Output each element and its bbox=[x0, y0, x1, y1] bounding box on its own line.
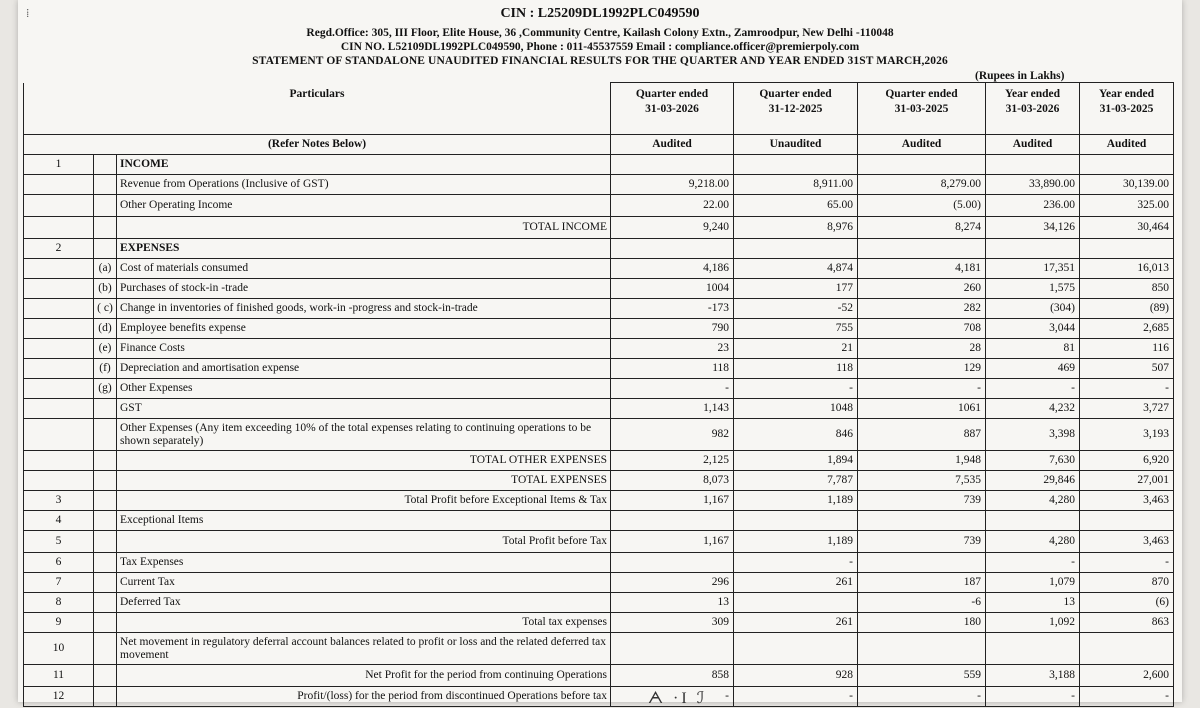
value-cell bbox=[858, 239, 986, 259]
row-label: Net movement in regulatory deferral account balances related to profit or loss and the related deferred tax movement bbox=[117, 633, 611, 665]
table-row bbox=[24, 155, 1174, 175]
registered-office: Regd.Office: 305, III Floor, Elite House, 36 ,Community Centre, Kailash Colony Extn., Zamroodpur, New Delhi -110048 bbox=[306, 27, 894, 39]
value-cell bbox=[858, 511, 986, 531]
value-cell: 9,218.00 bbox=[611, 175, 734, 195]
value-cell: 739 bbox=[858, 531, 986, 553]
value-cell: 1048 bbox=[734, 399, 858, 419]
row-label: Revenue from Operations (Inclusive of GST) bbox=[117, 175, 611, 195]
value-cell: 177 bbox=[734, 279, 858, 299]
value-cell: 180 bbox=[858, 613, 986, 633]
row-subletter bbox=[94, 593, 117, 613]
value-cell: 22.00 bbox=[611, 195, 734, 217]
value-cell: 261 bbox=[734, 573, 858, 593]
period-header-1 bbox=[611, 83, 734, 135]
value-cell: - bbox=[734, 553, 858, 573]
value-cell bbox=[1080, 511, 1174, 531]
document-sheet bbox=[18, 0, 1182, 707]
value-cell: 755 bbox=[734, 319, 858, 339]
financial-results-table bbox=[23, 82, 1174, 707]
value-cell: - bbox=[734, 687, 858, 707]
table-row bbox=[24, 573, 1174, 593]
contact-line: CIN NO. L52109DL1992PLC049590, Phone : 011-45537559 Email : compliance.officer@premierpoly.com bbox=[340, 41, 860, 53]
row-number bbox=[24, 419, 94, 451]
table-row bbox=[24, 633, 1174, 665]
value-cell: 559 bbox=[858, 665, 986, 687]
value-cell: 236.00 bbox=[986, 195, 1080, 217]
value-cell bbox=[986, 239, 1080, 259]
row-subletter: ( c) bbox=[94, 299, 117, 319]
value-cell: - bbox=[1080, 379, 1174, 399]
period-date: 31-03-2025 bbox=[894, 103, 949, 115]
row-label: Tax Expenses bbox=[117, 553, 611, 573]
value-cell bbox=[611, 553, 734, 573]
row-label: Other Expenses (Any item exceeding 10% of the total expenses relating to continuing operations to be shown separately) bbox=[117, 419, 611, 451]
row-label: Purchases of stock-in -trade bbox=[117, 279, 611, 299]
value-cell: - bbox=[611, 379, 734, 399]
row-subletter bbox=[94, 175, 117, 195]
value-cell: -52 bbox=[734, 299, 858, 319]
value-cell: 739 bbox=[858, 491, 986, 511]
value-cell bbox=[986, 633, 1080, 665]
value-cell bbox=[734, 155, 858, 175]
row-subletter: (f) bbox=[94, 359, 117, 379]
period-status: Audited bbox=[1080, 135, 1174, 155]
value-cell: 3,193 bbox=[1080, 419, 1174, 451]
value-cell: 118 bbox=[734, 359, 858, 379]
value-cell: 13 bbox=[611, 593, 734, 613]
value-cell: - bbox=[986, 379, 1080, 399]
row-number: 2 bbox=[24, 239, 94, 259]
row-number: 12 bbox=[24, 687, 94, 707]
value-cell: (5.00) bbox=[858, 195, 986, 217]
value-cell bbox=[611, 155, 734, 175]
table-row bbox=[24, 259, 1174, 279]
period-header-4 bbox=[986, 83, 1080, 135]
period-label: Quarter ended bbox=[635, 88, 709, 100]
value-cell: 2,685 bbox=[1080, 319, 1174, 339]
table-row bbox=[24, 613, 1174, 633]
row-subletter bbox=[94, 195, 117, 217]
value-cell: 21 bbox=[734, 339, 858, 359]
period-status: Unaudited bbox=[734, 135, 858, 155]
row-subletter bbox=[94, 633, 117, 665]
row-label: TOTAL INCOME bbox=[117, 217, 611, 239]
table-row bbox=[24, 511, 1174, 531]
row-subletter: (g) bbox=[94, 379, 117, 399]
value-cell bbox=[1080, 155, 1174, 175]
value-cell: 1,167 bbox=[611, 531, 734, 553]
value-cell: 129 bbox=[858, 359, 986, 379]
row-number bbox=[24, 195, 94, 217]
value-cell: 81 bbox=[986, 339, 1080, 359]
value-cell: 1,575 bbox=[986, 279, 1080, 299]
row-subletter bbox=[94, 613, 117, 633]
table-row bbox=[24, 531, 1174, 553]
value-cell: 1,189 bbox=[734, 491, 858, 511]
row-label: Deferred Tax bbox=[117, 593, 611, 613]
table-row bbox=[24, 359, 1174, 379]
row-subletter bbox=[94, 491, 117, 511]
value-cell: 1,079 bbox=[986, 573, 1080, 593]
units-note: (Rupees in Lakhs) bbox=[975, 70, 1065, 82]
row-label: Employee benefits expense bbox=[117, 319, 611, 339]
value-cell: 2,125 bbox=[611, 451, 734, 471]
value-cell: 1061 bbox=[858, 399, 986, 419]
value-cell bbox=[611, 633, 734, 665]
table-row bbox=[24, 687, 1174, 707]
value-cell: 1,143 bbox=[611, 399, 734, 419]
value-cell: 928 bbox=[734, 665, 858, 687]
row-subletter bbox=[94, 239, 117, 259]
row-label: TOTAL OTHER EXPENSES bbox=[117, 451, 611, 471]
value-cell: -6 bbox=[858, 593, 986, 613]
value-cell: 34,126 bbox=[986, 217, 1080, 239]
value-cell bbox=[734, 593, 858, 613]
row-subletter bbox=[94, 451, 117, 471]
value-cell: 8,274 bbox=[858, 217, 986, 239]
value-cell: 17,351 bbox=[986, 259, 1080, 279]
table-row bbox=[24, 593, 1174, 613]
value-cell: -173 bbox=[611, 299, 734, 319]
value-cell: 16,013 bbox=[1080, 259, 1174, 279]
period-date: 31-12-2025 bbox=[768, 103, 823, 115]
row-number bbox=[24, 279, 94, 299]
period-status: Audited bbox=[986, 135, 1080, 155]
value-cell: - bbox=[986, 553, 1080, 573]
table-row bbox=[24, 665, 1174, 687]
value-cell: 116 bbox=[1080, 339, 1174, 359]
row-subletter bbox=[94, 511, 117, 531]
value-cell: 3,463 bbox=[1080, 491, 1174, 511]
value-cell: 863 bbox=[1080, 613, 1174, 633]
row-subletter: (b) bbox=[94, 279, 117, 299]
header-row bbox=[24, 83, 1174, 135]
value-cell: 469 bbox=[986, 359, 1080, 379]
value-cell bbox=[734, 239, 858, 259]
period-header-3 bbox=[858, 83, 986, 135]
row-number: 11 bbox=[24, 665, 94, 687]
value-cell: 309 bbox=[611, 613, 734, 633]
value-cell: 7,630 bbox=[986, 451, 1080, 471]
cin-top: CIN : L25209DL1992PLC049590 bbox=[500, 6, 700, 21]
value-cell: 1,894 bbox=[734, 451, 858, 471]
row-number: 10 bbox=[24, 633, 94, 665]
status-row bbox=[24, 135, 1174, 155]
value-cell: 118 bbox=[611, 359, 734, 379]
value-cell: 708 bbox=[858, 319, 986, 339]
row-label: INCOME bbox=[117, 155, 611, 175]
value-cell: (6) bbox=[1080, 593, 1174, 613]
value-cell: 30,464 bbox=[1080, 217, 1174, 239]
table-row bbox=[24, 299, 1174, 319]
row-subletter bbox=[94, 573, 117, 593]
value-cell bbox=[611, 511, 734, 531]
row-subletter bbox=[94, 553, 117, 573]
value-cell: 4,232 bbox=[986, 399, 1080, 419]
row-number: 9 bbox=[24, 613, 94, 633]
value-cell: 3,727 bbox=[1080, 399, 1174, 419]
value-cell: 3,044 bbox=[986, 319, 1080, 339]
value-cell: 846 bbox=[734, 419, 858, 451]
row-label: Total Profit before Tax bbox=[117, 531, 611, 553]
value-cell: 1,092 bbox=[986, 613, 1080, 633]
value-cell: 4,874 bbox=[734, 259, 858, 279]
value-cell: 23 bbox=[611, 339, 734, 359]
period-date: 31-03-2026 bbox=[645, 103, 699, 115]
value-cell: 2,600 bbox=[1080, 665, 1174, 687]
value-cell: 850 bbox=[1080, 279, 1174, 299]
value-cell: 27,001 bbox=[1080, 471, 1174, 491]
row-number bbox=[24, 319, 94, 339]
row-label: Change in inventories of finished goods, work-in -progress and stock-in-trade bbox=[117, 299, 611, 319]
row-number: 5 bbox=[24, 531, 94, 553]
value-cell: 4,181 bbox=[858, 259, 986, 279]
value-cell: (89) bbox=[1080, 299, 1174, 319]
value-cell bbox=[986, 511, 1080, 531]
value-cell: 1004 bbox=[611, 279, 734, 299]
row-label: Cost of materials consumed bbox=[117, 259, 611, 279]
value-cell bbox=[611, 239, 734, 259]
value-cell: - bbox=[858, 687, 986, 707]
table-row bbox=[24, 319, 1174, 339]
value-cell bbox=[858, 553, 986, 573]
row-label: Total tax expenses bbox=[117, 613, 611, 633]
row-subletter bbox=[94, 531, 117, 553]
row-label: Profit/(loss) for the period from discontinued Operations before tax bbox=[117, 687, 611, 707]
period-status: Audited bbox=[858, 135, 986, 155]
period-status: Audited bbox=[611, 135, 734, 155]
row-subletter bbox=[94, 687, 117, 707]
value-cell bbox=[858, 633, 986, 665]
row-number bbox=[24, 175, 94, 195]
row-number bbox=[24, 217, 94, 239]
table-row bbox=[24, 339, 1174, 359]
row-number: 6 bbox=[24, 553, 94, 573]
value-cell: 187 bbox=[858, 573, 986, 593]
value-cell: 790 bbox=[611, 319, 734, 339]
row-subletter bbox=[94, 665, 117, 687]
value-cell: 8,073 bbox=[611, 471, 734, 491]
value-cell: 3,463 bbox=[1080, 531, 1174, 553]
table-row bbox=[24, 239, 1174, 259]
value-cell bbox=[734, 511, 858, 531]
value-cell: 325.00 bbox=[1080, 195, 1174, 217]
table-row bbox=[24, 399, 1174, 419]
refer-notes: (Refer Notes Below) bbox=[24, 135, 611, 155]
value-cell: 6,920 bbox=[1080, 451, 1174, 471]
table-row bbox=[24, 491, 1174, 511]
row-subletter: (e) bbox=[94, 339, 117, 359]
row-label: TOTAL EXPENSES bbox=[117, 471, 611, 491]
row-subletter bbox=[94, 419, 117, 451]
row-label: Depreciation and amortisation expense bbox=[117, 359, 611, 379]
margin-mark: ⁞ bbox=[26, 6, 30, 20]
value-cell: 858 bbox=[611, 665, 734, 687]
value-cell bbox=[858, 155, 986, 175]
table-row bbox=[24, 451, 1174, 471]
table-row bbox=[24, 379, 1174, 399]
row-number bbox=[24, 359, 94, 379]
value-cell: 260 bbox=[858, 279, 986, 299]
row-label: Exceptional Items bbox=[117, 511, 611, 531]
row-label: Net Profit for the period from continuing Operations bbox=[117, 665, 611, 687]
row-label: Total Profit before Exceptional Items & Tax bbox=[117, 491, 611, 511]
value-cell: - bbox=[611, 687, 734, 707]
period-label: Year ended bbox=[1098, 88, 1155, 100]
value-cell: 4,186 bbox=[611, 259, 734, 279]
value-cell: 1,167 bbox=[611, 491, 734, 511]
value-cell: 7,535 bbox=[858, 471, 986, 491]
value-cell: 8,279.00 bbox=[858, 175, 986, 195]
row-number: 7 bbox=[24, 573, 94, 593]
row-label: GST bbox=[117, 399, 611, 419]
value-cell: 13 bbox=[986, 593, 1080, 613]
value-cell bbox=[734, 633, 858, 665]
row-number bbox=[24, 299, 94, 319]
period-label: Quarter ended bbox=[759, 88, 832, 100]
row-label: Other Operating Income bbox=[117, 195, 611, 217]
table-body bbox=[24, 83, 1174, 707]
value-cell bbox=[1080, 239, 1174, 259]
value-cell: 8,911.00 bbox=[734, 175, 858, 195]
period-date: 31-03-2026 bbox=[1005, 103, 1060, 115]
table-row bbox=[24, 175, 1174, 195]
value-cell: 8,976 bbox=[734, 217, 858, 239]
table-row bbox=[24, 217, 1174, 239]
row-label: EXPENSES bbox=[117, 239, 611, 259]
row-label: Other Expenses bbox=[117, 379, 611, 399]
row-subletter bbox=[94, 471, 117, 491]
row-number bbox=[24, 399, 94, 419]
table-row bbox=[24, 553, 1174, 573]
row-label: Current Tax bbox=[117, 573, 611, 593]
row-number: 8 bbox=[24, 593, 94, 613]
value-cell: 28 bbox=[858, 339, 986, 359]
period-header-2 bbox=[734, 83, 858, 135]
row-subletter: (d) bbox=[94, 319, 117, 339]
value-cell: 1,948 bbox=[858, 451, 986, 471]
row-number bbox=[24, 379, 94, 399]
row-subletter bbox=[94, 155, 117, 175]
value-cell: 507 bbox=[1080, 359, 1174, 379]
value-cell bbox=[986, 155, 1080, 175]
value-cell: 33,890.00 bbox=[986, 175, 1080, 195]
value-cell: - bbox=[986, 687, 1080, 707]
value-cell: 3,188 bbox=[986, 665, 1080, 687]
value-cell: 982 bbox=[611, 419, 734, 451]
value-cell: 282 bbox=[858, 299, 986, 319]
row-number: 4 bbox=[24, 511, 94, 531]
value-cell: 870 bbox=[1080, 573, 1174, 593]
period-label: Year ended bbox=[1004, 88, 1061, 100]
value-cell: 4,280 bbox=[986, 491, 1080, 511]
handwritten-mark: ᗅ ·I ℐ bbox=[648, 690, 708, 707]
value-cell: (304) bbox=[986, 299, 1080, 319]
value-cell: 4,280 bbox=[986, 531, 1080, 553]
value-cell: 296 bbox=[611, 573, 734, 593]
row-number: 3 bbox=[24, 491, 94, 511]
table-row bbox=[24, 195, 1174, 217]
value-cell: - bbox=[1080, 553, 1174, 573]
period-header-5 bbox=[1080, 83, 1174, 135]
value-cell: 65.00 bbox=[734, 195, 858, 217]
period-label: Quarter ended bbox=[885, 88, 958, 100]
value-cell: 7,787 bbox=[734, 471, 858, 491]
row-number: 1 bbox=[24, 155, 94, 175]
value-cell: 3,398 bbox=[986, 419, 1080, 451]
table-row bbox=[24, 471, 1174, 491]
table-row bbox=[24, 419, 1174, 451]
statement-title: STATEMENT OF STANDALONE UNAUDITED FINANCIAL RESULTS FOR THE QUARTER AND YEAR ENDED 31ST MARCH,2026 bbox=[252, 55, 948, 67]
value-cell: 1,189 bbox=[734, 531, 858, 553]
value-cell: - bbox=[858, 379, 986, 399]
value-cell bbox=[1080, 633, 1174, 665]
particulars-header: Particulars bbox=[24, 83, 611, 135]
value-cell: - bbox=[734, 379, 858, 399]
value-cell: 261 bbox=[734, 613, 858, 633]
value-cell: 887 bbox=[858, 419, 986, 451]
table-row bbox=[24, 279, 1174, 299]
value-cell: 30,139.00 bbox=[1080, 175, 1174, 195]
row-subletter bbox=[94, 217, 117, 239]
value-cell: 9,240 bbox=[611, 217, 734, 239]
row-number bbox=[24, 259, 94, 279]
period-date: 31-03-2025 bbox=[1099, 103, 1154, 115]
row-number bbox=[24, 339, 94, 359]
row-label: Finance Costs bbox=[117, 339, 611, 359]
value-cell: 29,846 bbox=[986, 471, 1080, 491]
row-subletter bbox=[94, 399, 117, 419]
row-subletter: (a) bbox=[94, 259, 117, 279]
row-number bbox=[24, 471, 94, 491]
row-number bbox=[24, 451, 94, 471]
value-cell: - bbox=[1080, 687, 1174, 707]
